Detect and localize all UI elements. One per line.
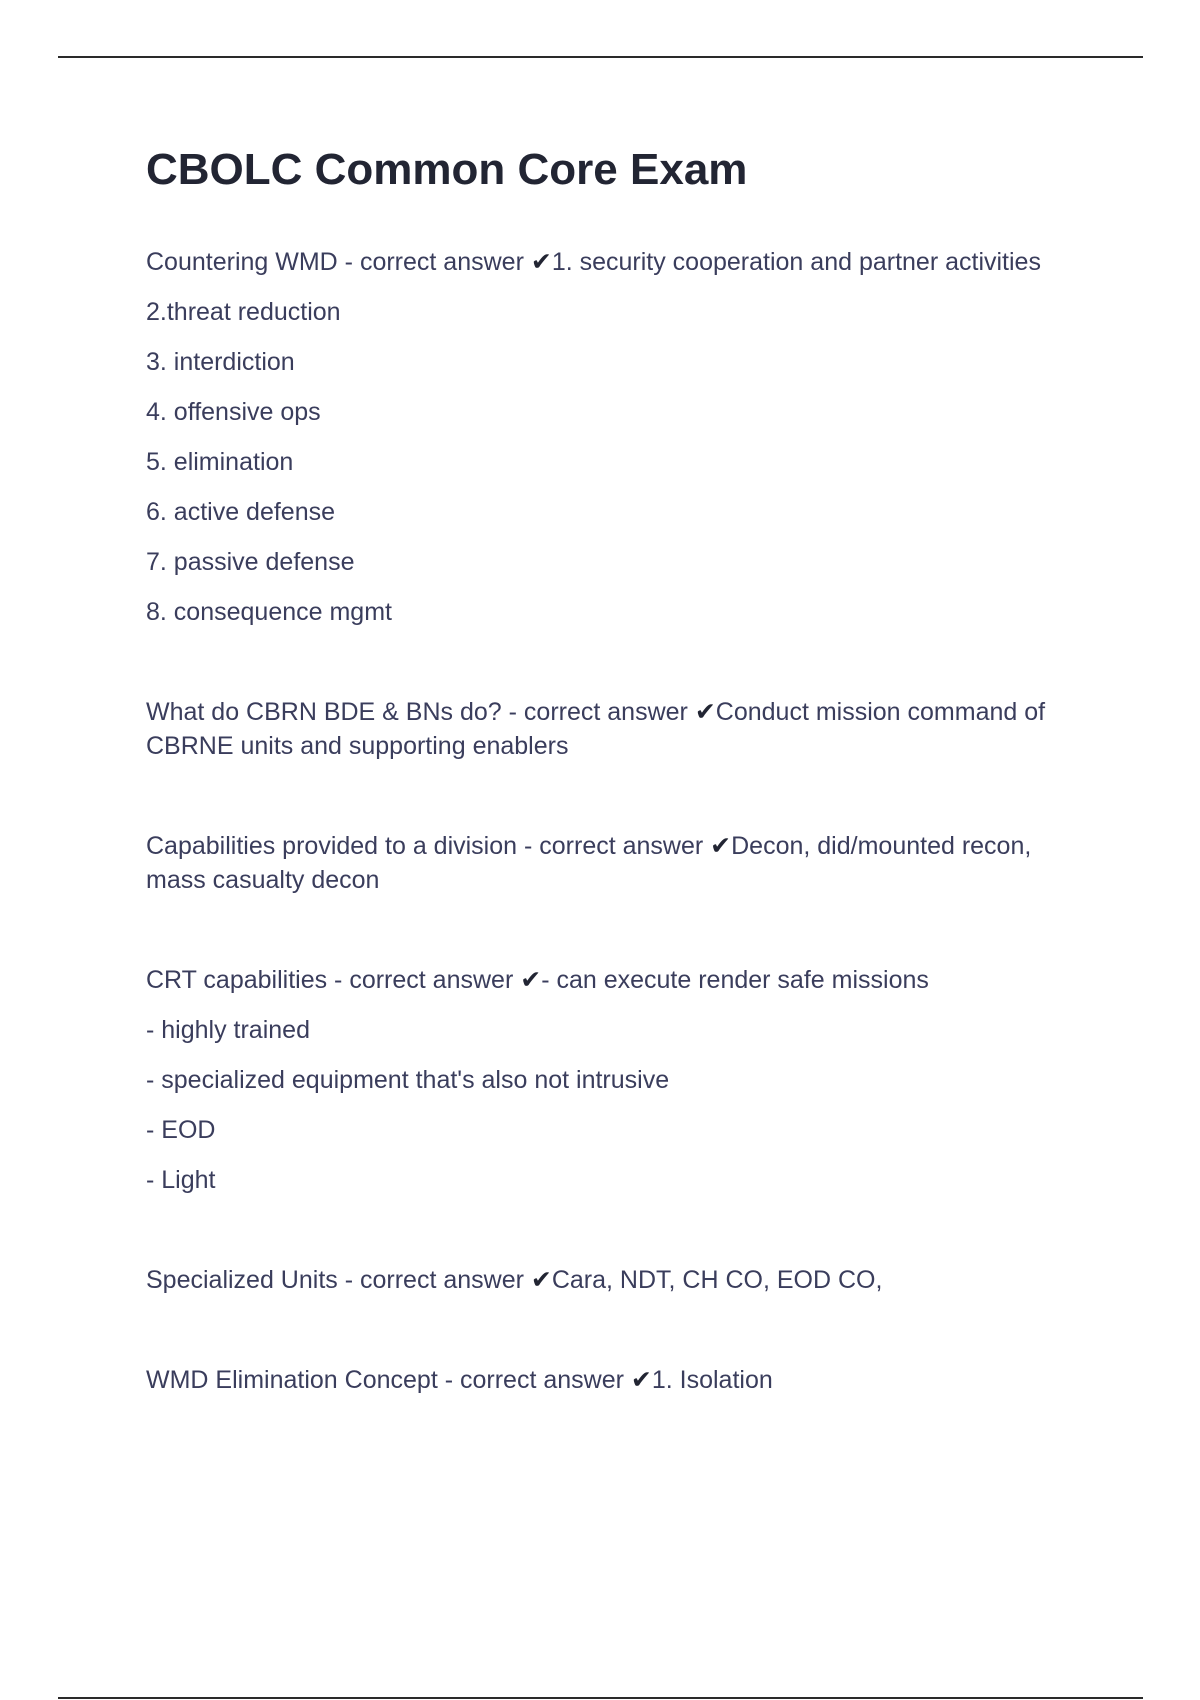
- qa-question: Countering WMD - correct answer ✔1. security cooperation and partner activities: [146, 248, 1041, 276]
- qa-entry: [146, 963, 1066, 1197]
- qa-term: Countering WMD: [146, 248, 338, 276]
- answer-marker: correct answer: [539, 832, 704, 860]
- answer-marker: correct answer: [359, 248, 524, 276]
- answer-line: 3. interdiction: [146, 348, 295, 376]
- qa-term: WMD Elimination Concept: [146, 1366, 438, 1394]
- checkmark-icon: ✔: [520, 966, 542, 994]
- answer-marker: correct answer: [459, 1366, 624, 1394]
- answer-marker: correct answer: [523, 698, 688, 726]
- qa-entry: [146, 695, 1066, 763]
- qa-term: Capabilities provided to a division: [146, 832, 518, 860]
- qa-term: CRT capabilities: [146, 966, 328, 994]
- bottom-rule: [58, 1697, 1143, 1699]
- answer-line: 5. elimination: [146, 448, 294, 476]
- qa-term: What do CBRN BDE & BNs do?: [146, 698, 502, 726]
- answer-line: - EOD: [146, 1116, 216, 1144]
- qa-question: What do CBRN BDE & BNs do? - correct answer ✔Conduct mission command of CBRNE units and supporting enablers: [146, 698, 1046, 760]
- answer-marker: correct answer: [349, 966, 514, 994]
- checkmark-icon: ✔: [530, 248, 552, 276]
- document-title: CBOLC Common Core Exam: [146, 145, 748, 194]
- answer-line: - specialized equipment that's also not intrusive: [146, 1066, 670, 1094]
- top-rule: [58, 56, 1143, 58]
- checkmark-icon: ✔: [630, 1366, 652, 1394]
- checkmark-icon: ✔: [710, 832, 732, 860]
- qa-answer: Conduct mission command of CBRNE units and supporting enablers: [146, 698, 1046, 760]
- answer-line: 8. consequence mgmt: [146, 598, 392, 626]
- qa-question: WMD Elimination Concept - correct answer ✔1. Isolation: [146, 1366, 773, 1394]
- answer-line: 2.threat reduction: [146, 298, 341, 326]
- qa-answer: 1. Isolation: [651, 1366, 773, 1394]
- qa-term: Specialized Units: [146, 1266, 338, 1294]
- qa-question: Specialized Units - correct answer ✔Cara, NDT, CH CO, EOD CO,: [146, 1266, 883, 1294]
- qa-answer: 1. security cooperation and partner activities: [551, 248, 1041, 276]
- qa-entry: [146, 1363, 1066, 1397]
- answer-line: 6. active defense: [146, 498, 336, 526]
- qa-answer: Cara, NDT, CH CO, EOD CO,: [551, 1266, 883, 1294]
- qa-answer: Decon, did/mounted recon, mass casualty decon: [146, 832, 1032, 894]
- answer-line: - highly trained: [146, 1016, 310, 1044]
- answer-line: 4. offensive ops: [146, 398, 321, 426]
- checkmark-icon: ✔: [530, 1266, 552, 1294]
- document-body: [146, 140, 1066, 1463]
- qa-question: CRT capabilities - correct answer ✔- can execute render safe missions: [146, 966, 929, 994]
- checkmark-icon: ✔: [694, 698, 716, 726]
- qa-entry: [146, 829, 1066, 897]
- qa-entry: [146, 245, 1066, 629]
- answer-line: 7. passive defense: [146, 548, 355, 576]
- answer-marker: correct answer: [359, 1266, 524, 1294]
- qa-question: Capabilities provided to a division - correct answer ✔Decon, did/mounted recon, mass casualty decon: [146, 832, 1032, 894]
- qa-entry: [146, 1263, 1066, 1297]
- qa-answer: - can execute render safe missions: [541, 966, 929, 994]
- answer-line: - Light: [146, 1166, 216, 1194]
